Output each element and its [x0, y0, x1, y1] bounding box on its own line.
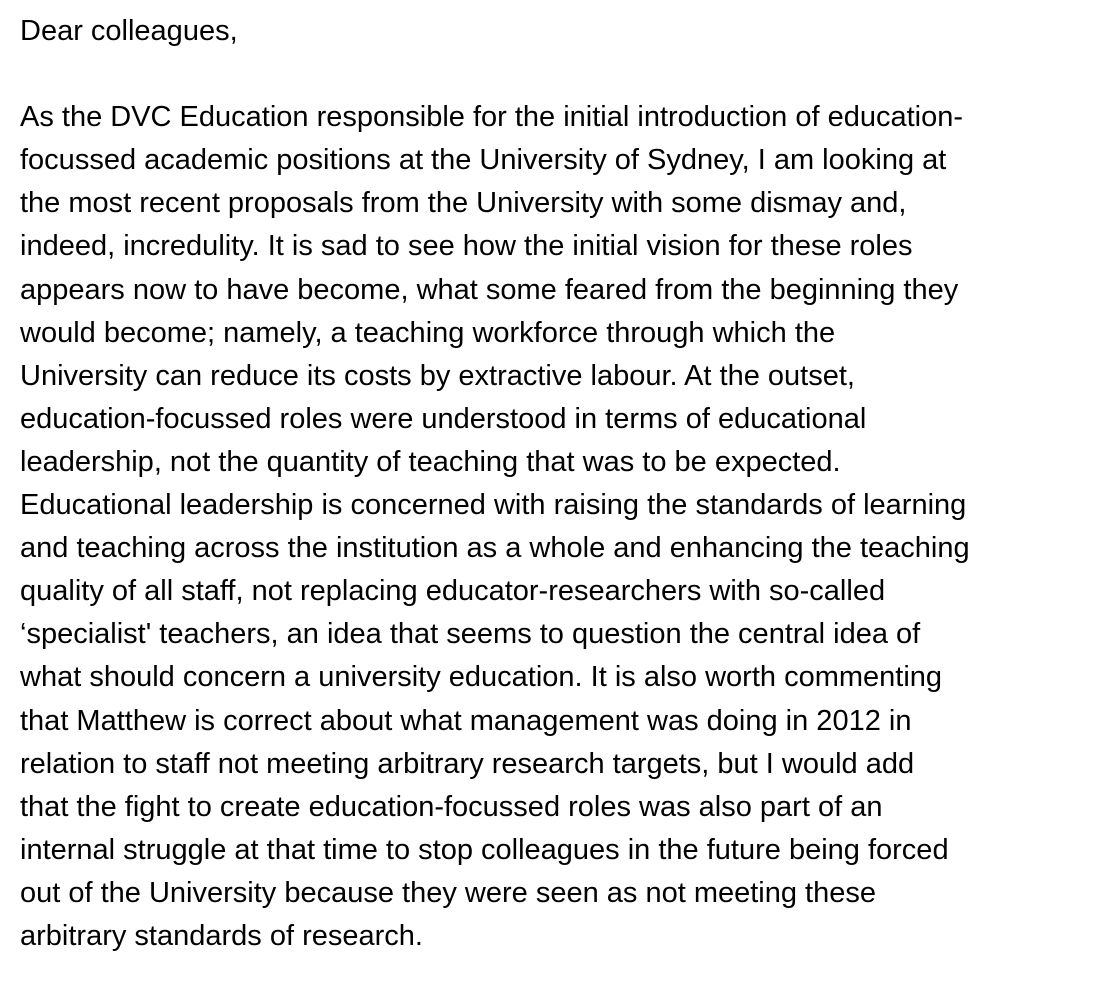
body-line: internal struggle at that time to stop colleagues in the future being forced [20, 833, 949, 866]
body-line: education-focussed roles were understood in terms of educational [20, 402, 867, 435]
letter-body-paragraph [20, 96, 1102, 958]
body-line: arbitrary standards of research. [20, 919, 423, 952]
body-line: ‘specialist' teachers, an idea that seems to question the central idea of [20, 618, 921, 651]
body-line: University can reduce its costs by extractive labour. At the outset, [20, 359, 855, 392]
body-line: leadership, not the quantity of teaching that was to be expected. [20, 445, 841, 478]
body-line: the most recent proposals from the University with some dismay and, [20, 187, 907, 220]
body-line: Educational leadership is concerned with raising the standards of learning [20, 489, 967, 522]
body-line: quality of all staff, not replacing educator-researchers with so-called [20, 575, 886, 608]
body-line: that Matthew is correct about what management was doing in 2012 in [20, 704, 912, 737]
body-line: indeed, incredulity. It is sad to see how the initial vision for these roles [20, 230, 913, 263]
paragraph-gap [20, 53, 1102, 96]
body-line: and teaching across the institution as a whole and enhancing the teaching [20, 532, 970, 565]
body-line: As the DVC Education responsible for the initial introduction of education- [20, 101, 964, 134]
body-line: out of the University because they were seen as not meeting these [20, 876, 876, 909]
body-line: would become; namely, a teaching workforce through which the [20, 316, 836, 349]
body-line: that the fight to create education-focussed roles was also part of an [20, 790, 883, 823]
letter-salutation: Dear colleagues, [20, 15, 238, 47]
body-line: what should concern a university education. It is also worth commenting [20, 661, 943, 694]
body-line: relation to staff not meeting arbitrary research targets, but I would add [20, 747, 915, 780]
body-line: appears now to have become, what some feared from the beginning they [20, 273, 959, 306]
body-line: focussed academic positions at the University of Sydney, I am looking at [20, 144, 947, 177]
